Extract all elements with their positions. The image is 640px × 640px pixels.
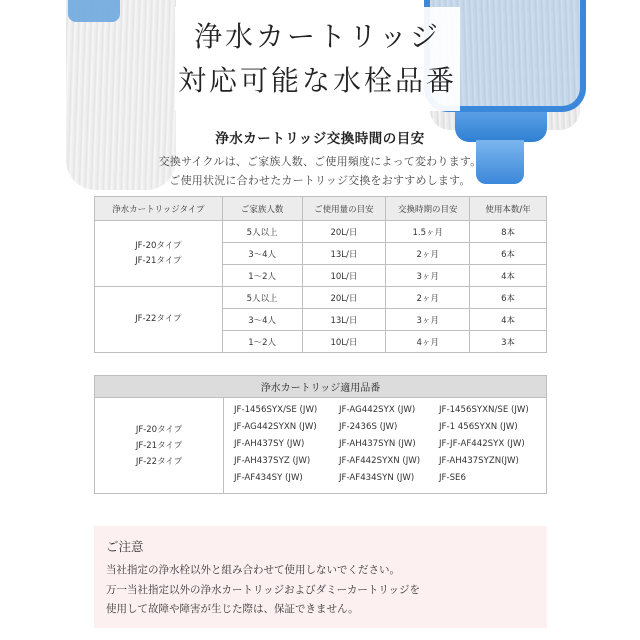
replace-period-cell: 3ヶ月 — [386, 309, 470, 331]
model-number: JF-AH437SYN (JW) — [339, 439, 416, 449]
model-number-list — [234, 402, 546, 487]
model-number: JF-AH437SYZN(JW) — [439, 456, 519, 466]
compatible-models-header: 浄水カートリッジ適用品番 — [95, 376, 547, 398]
cartridge-type-label: JF-20タイプ — [135, 424, 183, 435]
table-header-row — [95, 376, 547, 398]
model-number: JF-SE6 — [439, 473, 466, 483]
table-row — [95, 398, 547, 494]
model-number: JF-AH437SYZ (JW) — [234, 456, 311, 466]
family-size-cell: 1〜2人 — [222, 331, 302, 353]
family-size-cell: 3〜4人 — [222, 243, 302, 265]
table-row — [95, 287, 547, 309]
replace-period-cell: 1.5ヶ月 — [386, 221, 470, 243]
model-number: JF-1456SYX/SE (JW) — [234, 405, 318, 415]
column-header: 浄水カートリッジタイプ — [95, 197, 223, 221]
notice-line: 使用して故障や障害が生じた際は、保証できません。 — [106, 603, 359, 615]
model-number: JF-JF-AF442SYX (JW) — [439, 439, 525, 449]
model-number: JF-1456SYXN/SE (JW) — [439, 405, 529, 415]
model-number: JF-1 456SYXN (JW) — [439, 422, 518, 432]
page-title-line-1: 浄水カートリッジ — [194, 20, 441, 53]
compatible-models-cell — [224, 398, 547, 494]
model-number: JF-AH437SY (JW) — [234, 439, 305, 449]
usage-cell: 13L/日 — [302, 243, 386, 265]
model-number: JF-AF434SY (JW) — [234, 473, 303, 483]
model-number: JF-AF442SYXN (JW) — [339, 456, 421, 466]
usage-cell: 13L/日 — [302, 309, 386, 331]
replacement-description-line-2: ご使用状況に合わせたカートリッジ交換をおすすめします。 — [169, 174, 471, 187]
usage-cell: 10L/日 — [302, 265, 386, 287]
family-size-cell: 5人以上 — [222, 287, 302, 309]
compatible-types-cell — [95, 398, 224, 494]
notice-box — [94, 526, 547, 628]
cartridge-type-label: JF-20タイプ — [135, 240, 182, 251]
replace-period-cell: 3ヶ月 — [386, 265, 470, 287]
family-size-cell: 5人以上 — [222, 221, 302, 243]
count-per-year-cell: 6本 — [470, 287, 547, 309]
family-size-cell: 1〜2人 — [222, 265, 302, 287]
replacement-subtitle: 浄水カートリッジ交換時間の目安 — [215, 131, 425, 147]
column-header: ご家族人数 — [222, 197, 302, 221]
count-per-year-cell: 6本 — [470, 243, 547, 265]
column-header: 交換時期の目安 — [386, 197, 470, 221]
model-number: JF-2436S (JW) — [339, 422, 398, 432]
cartridge-type-label: JF-22タイプ — [135, 456, 183, 467]
model-number: JF-AG442SYXN (JW) — [234, 422, 317, 432]
replacement-description-line-1: 交換サイクルは、ご家族人数、ご使用頻度によって変わります。 — [158, 155, 482, 168]
cartridge-type-label: JF-21タイプ — [135, 440, 183, 451]
notice-title: ご注意 — [106, 539, 144, 554]
model-number: JF-AF434SYN (JW) — [339, 473, 415, 483]
replacement-table — [94, 196, 547, 353]
cartridge-type-label: JF-22タイプ — [135, 314, 182, 324]
replace-period-cell: 2ヶ月 — [386, 243, 470, 265]
cartridge-type-label: JF-21タイプ — [135, 255, 182, 266]
filter-cartridge-left-cap — [68, 0, 120, 22]
notice-line: 万一当社指定以外の浄水カートリッジおよびダミーカートリッジを — [106, 584, 420, 596]
table-header-row — [95, 197, 547, 221]
replace-period-cell: 4ヶ月 — [386, 331, 470, 353]
column-header: 使用本数/年 — [470, 197, 547, 221]
family-size-cell: 3〜4人 — [222, 309, 302, 331]
replace-period-cell: 2ヶ月 — [386, 287, 470, 309]
compatible-models-table — [94, 375, 547, 494]
count-per-year-cell: 3本 — [470, 331, 547, 353]
model-number: JF-AG442SYX (JW) — [339, 405, 416, 415]
table-row — [95, 221, 547, 243]
count-per-year-cell: 4本 — [470, 309, 547, 331]
usage-cell: 20L/日 — [302, 287, 386, 309]
cartridge-type-cell — [95, 287, 223, 353]
title-box — [175, 7, 460, 111]
count-per-year-cell: 8本 — [470, 221, 547, 243]
cartridge-type-cell — [95, 221, 223, 287]
column-header: ご使用量の目安 — [302, 197, 386, 221]
page-title-line-2: 対応可能な水栓品番 — [177, 64, 457, 97]
notice-line: 当社指定の浄水栓以外と組み合わせて使用しないでください。 — [106, 564, 400, 576]
usage-cell: 20L/日 — [302, 221, 386, 243]
count-per-year-cell: 4本 — [470, 265, 547, 287]
usage-cell: 10L/日 — [302, 331, 386, 353]
